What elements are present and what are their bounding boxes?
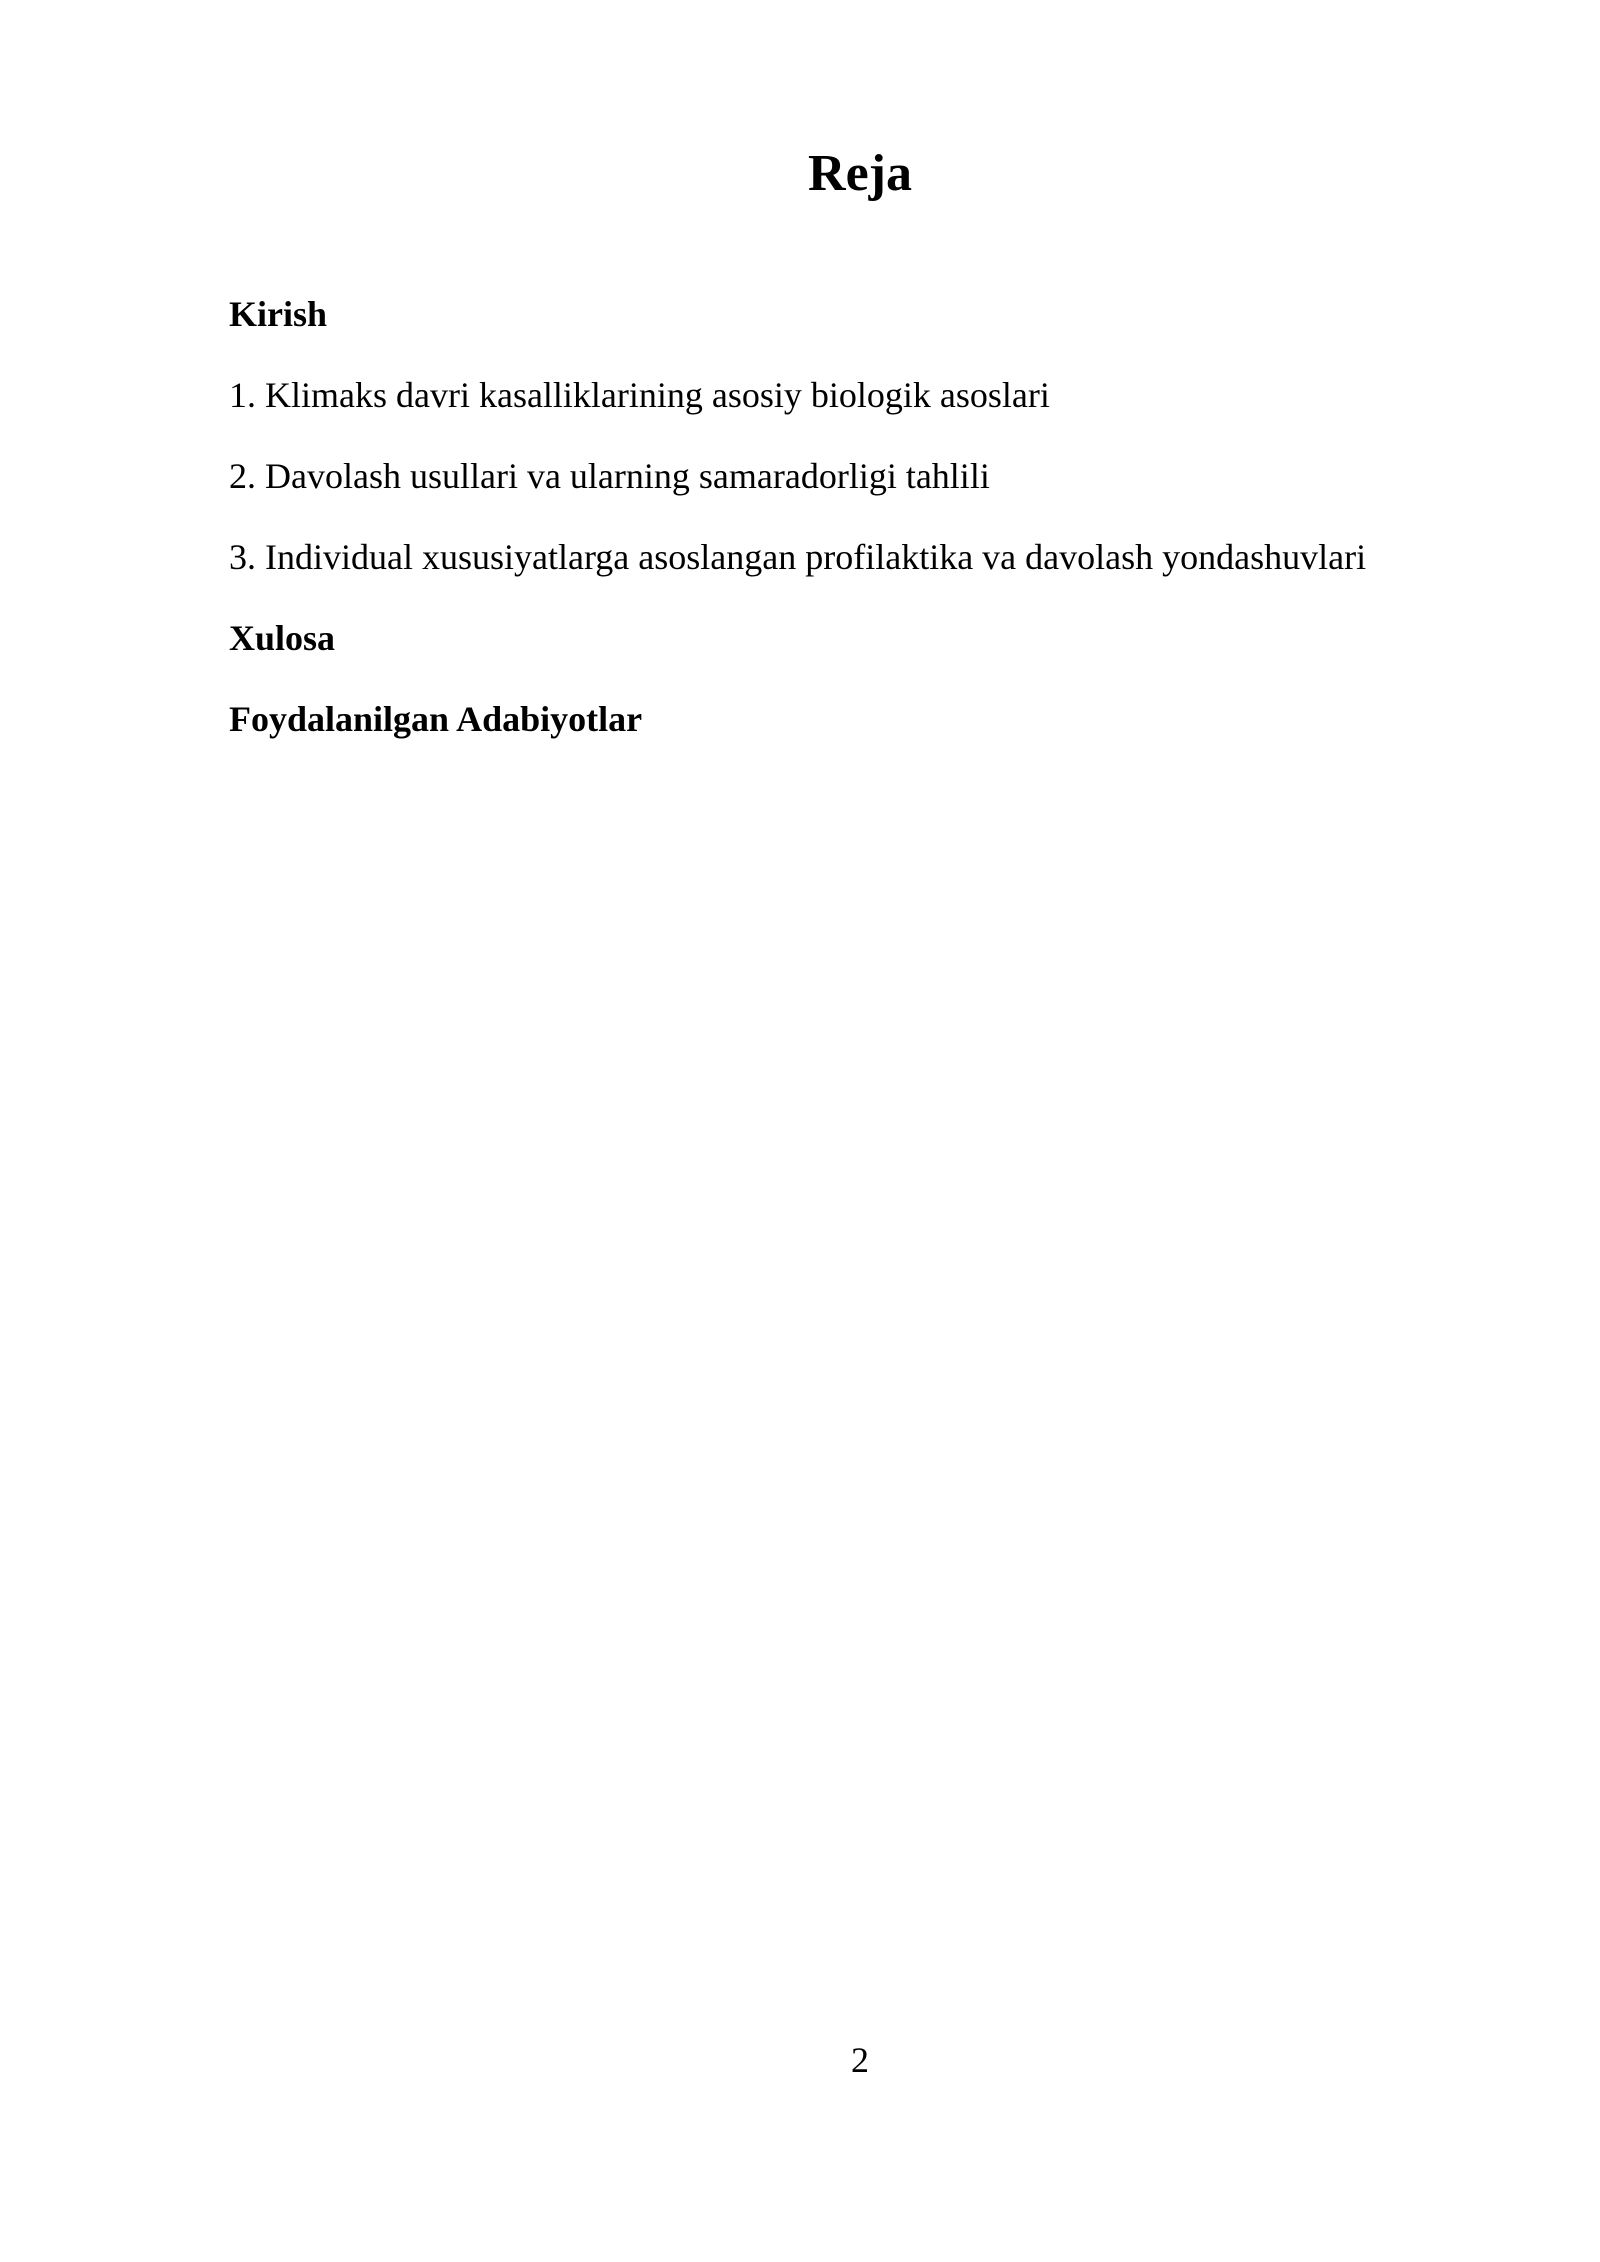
plan-item-conclusion: Xulosa: [229, 618, 336, 658]
plan-item-chapter-3: 3. Individual xususiyatlarga asoslangan profilaktika va davolash yondashuvlari: [229, 537, 1367, 577]
plan-item-introduction: Kirish: [229, 294, 328, 334]
plan-item-chapter-1: 1. Klimaks davri kasalliklarining asosiy biologik asoslari: [229, 375, 1050, 415]
page-number: 2: [851, 2040, 869, 2080]
plan-item-references: Foydalanilgan Adabiyotlar: [229, 699, 643, 739]
plan-item-chapter-2: 2. Davolash usullari va ularning samaradorligi tahlili: [229, 456, 990, 496]
page-title: Reja: [808, 145, 912, 202]
plan-list: [229, 294, 1489, 780]
